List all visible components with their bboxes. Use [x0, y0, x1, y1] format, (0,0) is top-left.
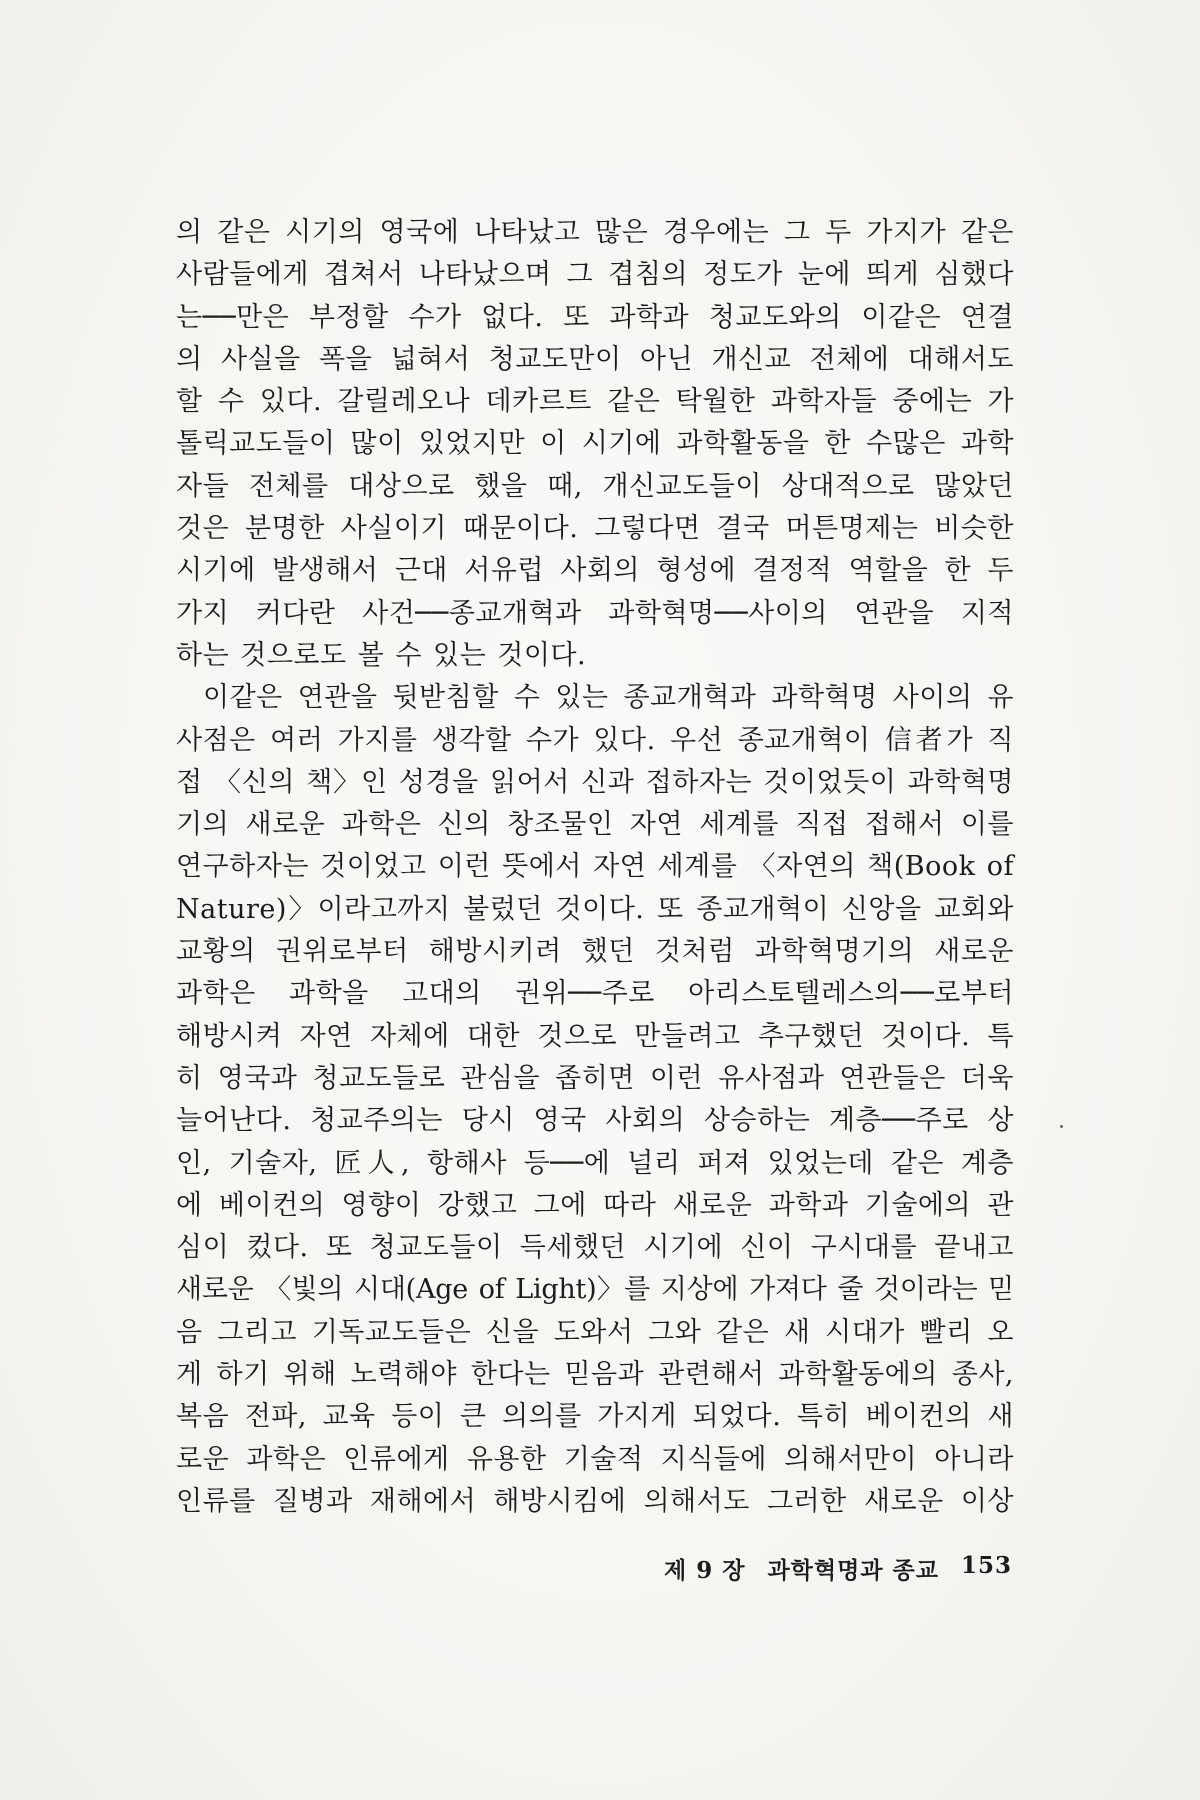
text-line: 게 하기 위해 노력해야 한다는 믿음과 관련해서 과학활동에의 종사, — [176, 1359, 1014, 1391]
running-footer — [640, 1552, 1012, 1585]
text-line: 복음 전파, 교육 등이 큰 의의를 가지게 되었다. 특히 베이컨의 새 — [176, 1401, 1014, 1433]
text-line: 는──만은 부정할 수가 없다. 또 과학과 청교도와의 이같은 연결 — [176, 301, 1014, 333]
text-line: 할 수 있다. 갈릴레오나 데카르트 같은 탁월한 과학자들 중에는 가 — [176, 386, 1014, 418]
paragraph — [176, 677, 1014, 1523]
text-line: 에 베이컨의 영향이 강했고 그에 따라 새로운 과학과 기술에의 관 — [176, 1189, 1014, 1221]
text-line: 톨릭교도들이 많이 있었지만 이 시기에 과학활동을 한 수많은 과학 — [176, 428, 1014, 460]
text-line: 시기에 발생해서 근대 서유럽 사회의 형성에 결정적 역할을 한 두 — [176, 555, 1014, 587]
text-line: 의 같은 시기의 영국에 나타났고 많은 경우에는 그 두 가지가 같은 — [176, 217, 1014, 248]
text-line: 인, 기술자, 匠人, 항해사 등──에 널리 퍼져 있었는데 같은 계층 — [176, 1147, 1014, 1179]
text-line: 의 사실을 폭을 넓혀서 청교도만이 아닌 개신교 전체에 대해서도 — [176, 343, 1014, 375]
text-line: 해방시켜 자연 자체에 대한 것으로 만들려고 추구했던 것이다. 특 — [176, 1020, 1014, 1052]
text-line: 인류를 질병과 재해에서 해방시킴에 의해서도 그러한 새로운 이상 — [176, 1485, 1014, 1517]
text-line: 접 〈신의 책〉인 성경을 읽어서 신과 접하자는 것이었듯이 과학혁명 — [176, 766, 1014, 798]
paragraph-continued — [176, 212, 1014, 677]
page-number: 153 — [960, 1552, 1012, 1579]
text-line: 것은 분명한 사실이기 때문이다. 그렇다면 결국 머튼명제는 비슷한 — [176, 513, 1014, 545]
text-line: 자들 전체를 대상으로 했을 때, 개신교도들이 상대적으로 많았던 — [176, 470, 1014, 502]
text-line: 새로운 〈빛의 시대(Age of Light)〉를 지상에 가져다 줄 것이라는 믿 — [176, 1274, 1014, 1306]
text-line: Nature)〉이라고까지 불렀던 것이다. 또 종교개혁이 신앙을 교회와 — [176, 893, 1014, 925]
text-line: 사람들에게 겹쳐서 나타났으며 그 겹침의 정도가 눈에 띄게 심했다 — [176, 259, 1014, 291]
text-line: 히 영국과 청교도들로 관심을 좁히면 이런 유사점과 연관들은 더욱 — [176, 1062, 1014, 1094]
text-line: 연구하자는 것이었고 이런 뜻에서 자연 세계를 〈자연의 책(Book of — [176, 851, 1014, 883]
chapter-number: 제 9 장 — [663, 1557, 746, 1584]
text-line: 사점은 여러 가지를 생각할 수가 있다. 우선 종교개혁이 信者가 직 — [176, 724, 1014, 756]
chapter-title: 과학혁명과 종교 — [767, 1557, 939, 1584]
text-line: 하는 것으로도 볼 수 있는 것이다. — [176, 639, 587, 671]
text-line: 음 그리고 기독교도들은 신을 도와서 그와 같은 새 시대가 빨리 오 — [176, 1316, 1014, 1348]
text-line: 이같은 연관을 뒷받침할 수 있는 종교개혁과 과학혁명 사이의 유 — [203, 682, 1014, 714]
text-line: 로운 과학은 인류에게 유용한 기술적 지식들에 의해서만이 아니라 — [176, 1443, 1014, 1475]
body-text — [176, 212, 1014, 1523]
text-line: 늘어난다. 청교주의는 당시 영국 사회의 상승하는 계층──주로 상 — [176, 1105, 1014, 1137]
text-line: 과학은 과학을 고대의 권위──주로 아리스토텔레스의──로부터 — [176, 978, 1014, 1010]
text-line: 가지 커다란 사건──종교개혁과 과학혁명──사이의 연관을 지적 — [176, 597, 1014, 629]
text-line: 기의 새로운 과학은 신의 창조물인 자연 세계를 직접 접해서 이를 — [176, 809, 1014, 841]
text-line: 교황의 권위로부터 해방시키려 했던 것처럼 과학혁명기의 새로운 — [176, 936, 1014, 968]
text-line: 심이 컸다. 또 청교도들이 득세했던 시기에 신이 구시대를 끝내고 — [176, 1232, 1014, 1264]
page-speck — [1060, 1125, 1063, 1128]
